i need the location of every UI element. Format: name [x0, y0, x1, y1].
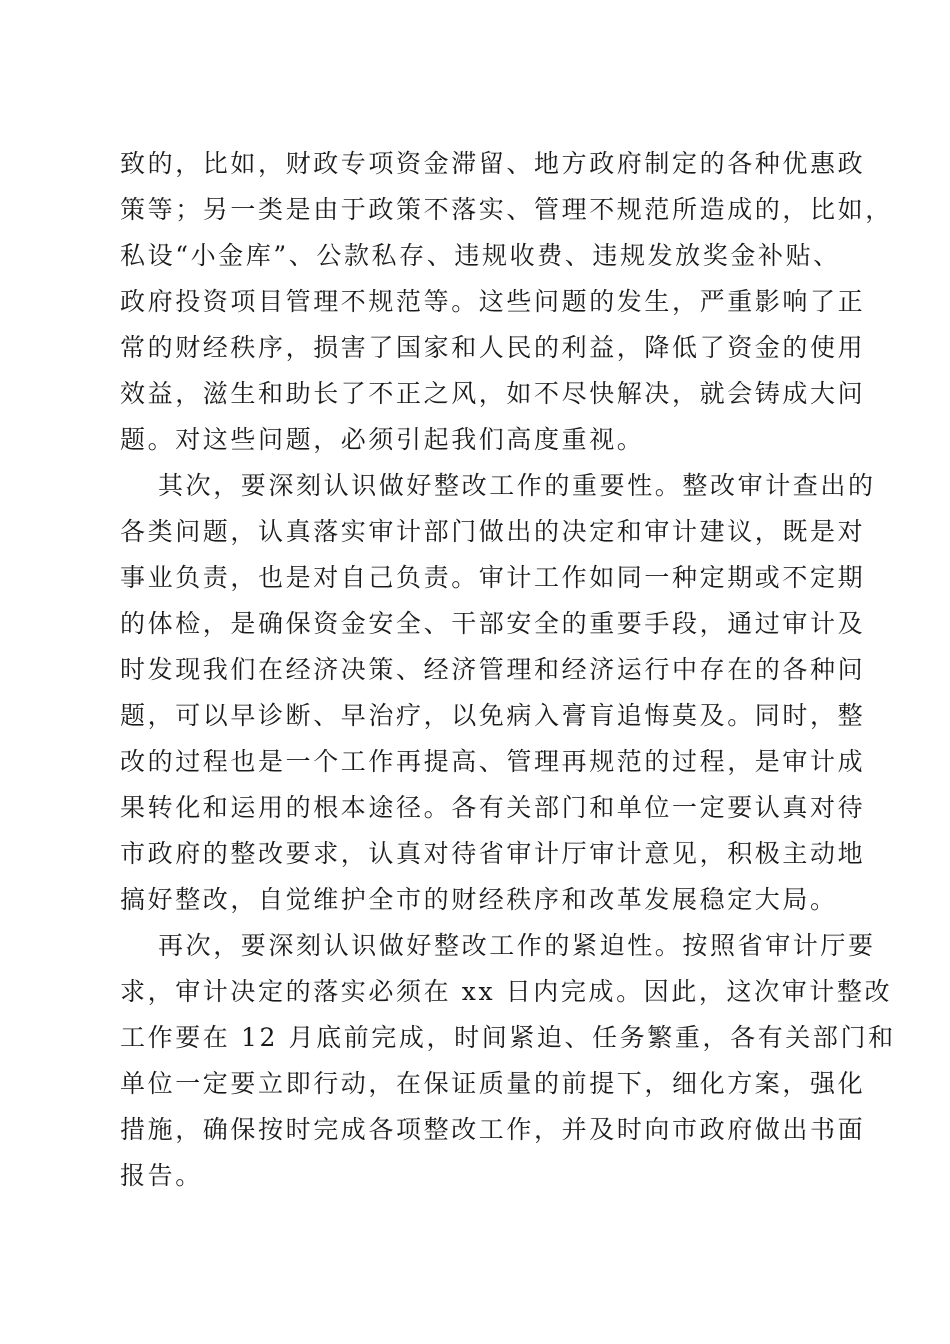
text-line: 再次，要深刻认识做好整改工作的紧迫性。按照省审计厅要	[158, 931, 876, 960]
paragraph-3	[120, 923, 896, 1199]
text-line: 搞好整改，自觉维护全市的财经秩序和改革发展稳定大局。	[120, 885, 838, 914]
text-line: 的体检，是确保资金安全、干部安全的重要手段，通过审计及	[120, 609, 866, 638]
text-line: 工作要在 12 月底前完成，时间紧迫、任务繁重，各有关部门和	[120, 1023, 896, 1052]
text-line: 措施，确保按时完成各项整改工作，并及时向市政府做出书面	[120, 1115, 866, 1144]
text-line: 致的，比如，财政专项资金滞留、地方政府制定的各种优惠政	[120, 149, 866, 178]
text-line: 政府投资项目管理不规范等。这些问题的发生，严重影响了正	[120, 287, 866, 316]
document-body	[120, 141, 896, 1199]
text-line: 各类问题，认真落实审计部门做出的决定和审计建议，既是对	[120, 517, 866, 546]
text-line: 果转化和运用的根本途径。各有关部门和单位一定要认真对待	[120, 793, 866, 822]
text-line: 题，可以早诊断、早治疗，以免病入膏肓追悔莫及。同时，整	[120, 701, 866, 730]
text-line: 求，审计决定的落实必须在 xx 日内完成。因此，这次审计整改	[120, 977, 893, 1006]
text-line: 题。对这些问题，必须引起我们高度重视。	[120, 425, 645, 454]
text-line: 时发现我们在经济决策、经济管理和经济运行中存在的各种问	[120, 655, 866, 684]
text-line: 策等；另一类是由于政策不落实、管理不规范所造成的，比如，	[120, 195, 893, 224]
text-line: 改的过程也是一个工作再提高、管理再规范的过程，是审计成	[120, 747, 866, 776]
text-line: 事业负责，也是对自己负责。审计工作如同一种定期或不定期	[120, 563, 866, 592]
text-line: 市政府的整改要求，认真对待省审计厅审计意见，积极主动地	[120, 839, 866, 868]
text-line: 私设“小金库”、公款私存、违规收费、违规发放奖金补贴、	[120, 241, 841, 270]
text-line: 常的财经秩序，损害了国家和人民的利益，降低了资金的使用	[120, 333, 866, 362]
text-line: 其次，要深刻认识做好整改工作的重要性。整改审计查出的	[158, 471, 876, 500]
text-line: 报告。	[120, 1161, 203, 1190]
paragraph-1	[120, 141, 893, 463]
text-line: 效益，滋生和助长了不正之风，如不尽快解决，就会铸成大问	[120, 379, 866, 408]
paragraph-2	[120, 463, 876, 923]
text-line: 单位一定要立即行动，在保证质量的前提下，细化方案，强化	[120, 1069, 866, 1098]
